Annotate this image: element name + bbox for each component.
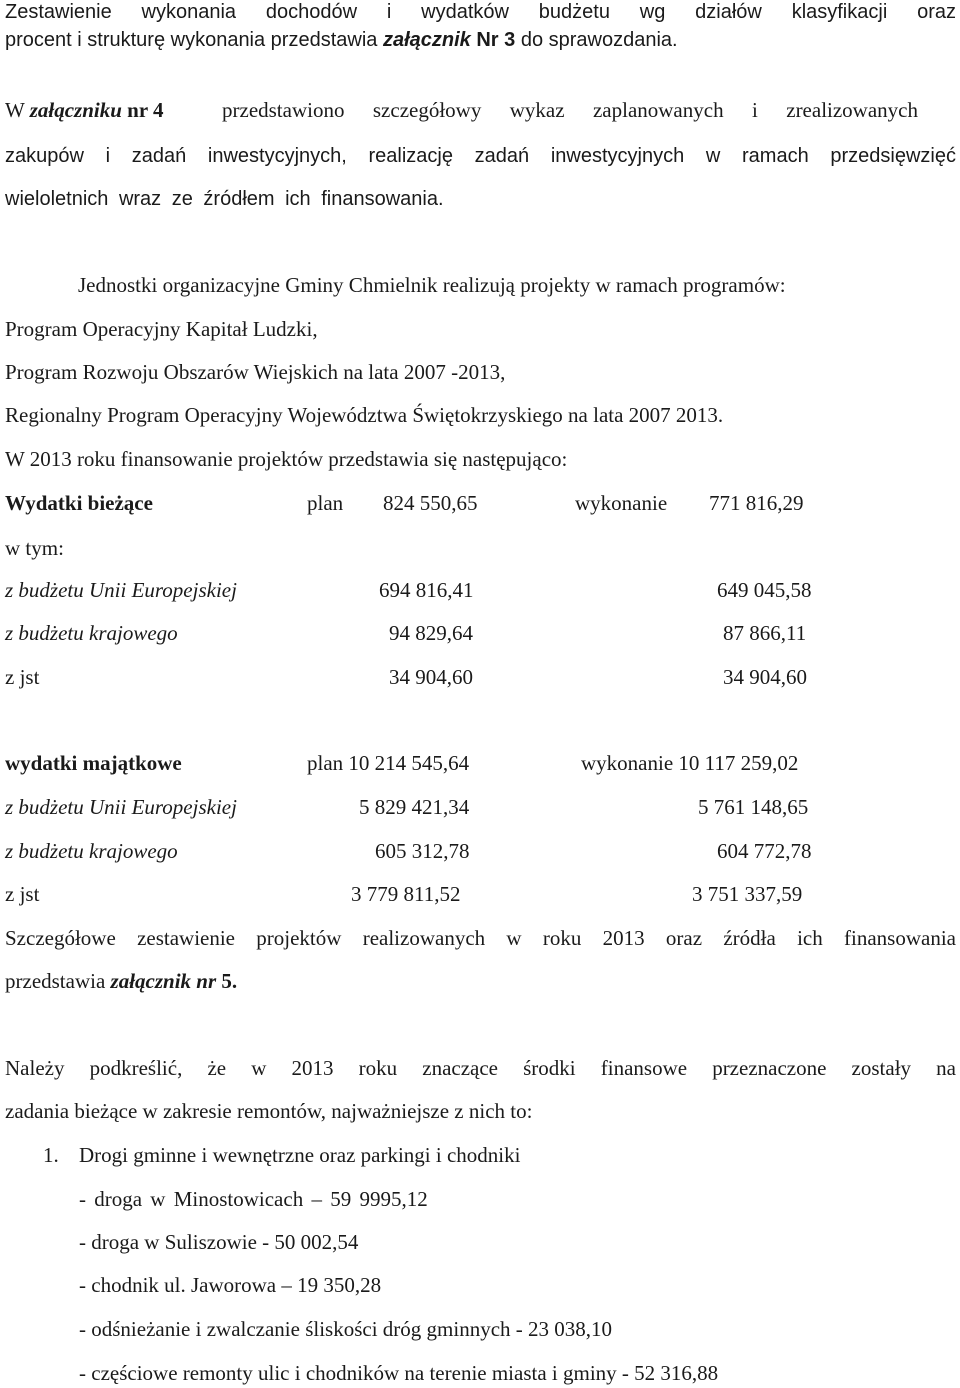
para5-line2: zadania bieżące w zakresie remontów, najważniejsze z nich to:	[5, 1099, 533, 1123]
list-item-number: 1.	[43, 1143, 59, 1167]
programs-intro: Jednostki organizacyjne Gminy Chmielnik realizują projekty w ramach programów:	[78, 273, 786, 297]
sub-item: - odśnieżanie i zwalczanie śliskości dróg gminnych - 23 038,10	[79, 1317, 613, 1341]
sub-item: - chodnik ul. Jaworowa – 19 350,28	[79, 1273, 382, 1297]
attachment-5-ref: załącznik nr	[110, 969, 217, 993]
in-which-label: w tym:	[5, 536, 64, 560]
sub-item: - droga w Minostowicach – 59 9995,12	[79, 1187, 428, 1211]
current-plan-label: plan	[307, 491, 344, 515]
para1-tail: do sprawozdania.	[515, 29, 678, 51]
capital-row-plan: 5 829 421,34	[359, 795, 470, 819]
para1-line1: Zestawienie wykonania dochodów i wydatków budżetu wg działów klasyfikacji oraz	[5, 1, 956, 23]
program-2: Program Rozwoju Obszarów Wiejskich na lata 2007 -2013,	[5, 360, 506, 384]
current-row-label: z budżetu krajowego	[5, 621, 178, 645]
capital-row-exec: 5 761 148,65	[698, 795, 809, 819]
current-row-plan: 694 816,41	[379, 578, 474, 602]
current-row-label: z jst	[5, 665, 40, 689]
current-row-exec: 649 045,58	[717, 578, 812, 602]
capital-row-plan: 3 779 811,52	[351, 882, 461, 906]
list-item-text: Drogi gminne i wewnętrzne oraz parkingi i chodniki	[79, 1143, 521, 1167]
capital-row-label: z jst	[5, 882, 40, 906]
program-1: Program Operacyjny Kapitał Ludzki,	[5, 317, 318, 341]
para2-line3: wieloletnich wraz ze źródłem ich finansowania.	[5, 188, 444, 210]
attachment-3-number: Nr 3	[470, 29, 516, 51]
capital-exec: wykonanie 10 117 259,02	[581, 751, 799, 775]
sub-item: - droga w Suliszowie - 50 002,54	[79, 1230, 359, 1254]
current-row-plan: 94 829,64	[389, 621, 473, 645]
para1-line2	[5, 27, 678, 53]
attachment-5-number: 5.	[216, 969, 238, 993]
para1-text: procent i strukturę wykonania przedstawia	[5, 29, 383, 51]
attachment-4-number: nr 4	[121, 98, 164, 122]
current-row-exec: 34 904,60	[723, 665, 807, 689]
financing-intro: W 2013 roku finansowanie projektów przedstawia się następująco:	[5, 447, 568, 471]
para2-line1-rest: przedstawiono szczegółowy wykaz zaplanowanych i zrealizowanych	[222, 98, 918, 122]
current-row-exec: 87 866,11	[723, 621, 807, 645]
para5-line1: Należy podkreślić, że w 2013 roku znaczące środki finansowe przeznaczone zostały na	[5, 1056, 956, 1080]
capital-row-label: z budżetu Unii Europejskiej	[5, 795, 237, 819]
capital-row-exec: 604 772,78	[717, 839, 812, 863]
current-expenses-label: Wydatki bieżące	[5, 491, 153, 515]
sub-item: - częściowe remonty ulic i chodników na terenie miasta i gminy - 52 316,88	[79, 1361, 719, 1385]
capital-expenses-label: wydatki majątkowe	[5, 751, 182, 775]
para2-line2: zakupów i zadań inwestycyjnych, realizację zadań inwestycyjnych w ramach przedsięwzięć	[5, 145, 956, 167]
program-3: Regionalny Program Operacyjny Województwa Świętokrzyskiego na lata 2007 2013.	[5, 403, 724, 427]
capital-row-plan: 605 312,78	[375, 839, 470, 863]
current-exec-label: wykonanie	[575, 491, 668, 515]
para2-line1-start	[5, 97, 164, 123]
para2-w: W	[5, 98, 30, 122]
capital-row-exec: 3 751 337,59	[692, 882, 803, 906]
capital-plan: plan 10 214 545,64	[307, 751, 470, 775]
para4-text: przedstawia	[5, 969, 111, 993]
para4-line1: Szczegółowe zestawienie projektów realizowanych w roku 2013 oraz źródła ich finansowania	[5, 926, 956, 950]
current-plan-value: 824 550,65	[383, 491, 478, 515]
current-row-label: z budżetu Unii Europejskiej	[5, 578, 237, 602]
attachment-4-ref: załączniku	[29, 98, 122, 122]
current-row-plan: 34 904,60	[389, 665, 473, 689]
capital-row-label: z budżetu krajowego	[5, 839, 178, 863]
current-exec-value: 771 816,29	[709, 491, 804, 515]
attachment-3-ref: załącznik	[382, 29, 471, 51]
para4-line2	[5, 968, 237, 994]
